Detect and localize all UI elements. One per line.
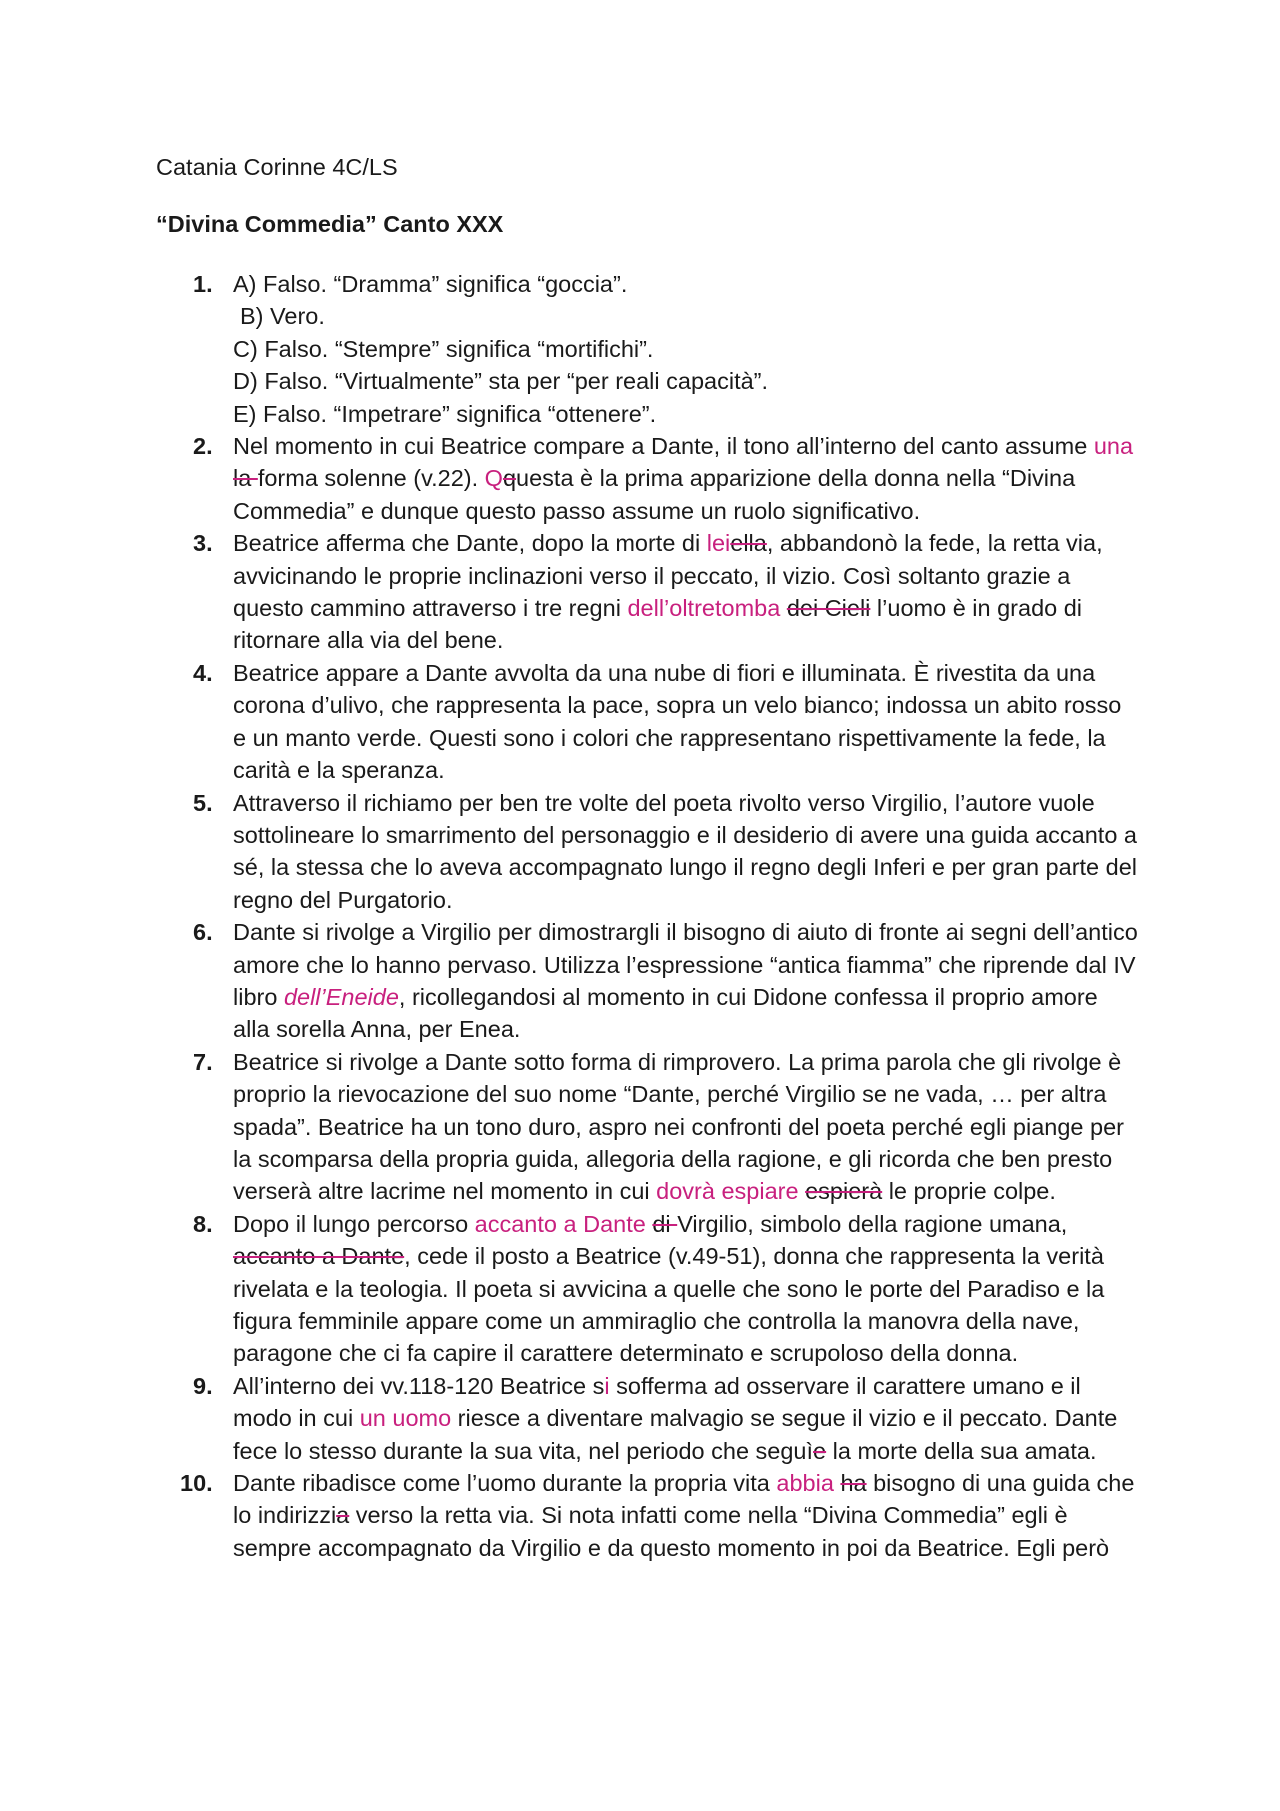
- answer-text: , ricollegandosi al momento in cui Didone confessa il proprio amore alla sorella Anna, per Enea.: [233, 983, 1098, 1043]
- answer-text: Attraverso il richiamo per ben tre volte del poeta rivolto verso Virgilio, l’autore vuole sottolineare lo smarrimento del personaggio e il desiderio di avere una guida accanto a sé, la stessa che lo aveva accompagnato lungo il regno degli Inferi e per gran parte del regno del Purgatorio.: [233, 789, 1138, 913]
- answer-text: uesta è la prima apparizione della donna nella “Divina Commedia” e dunque questo passo assume un ruolo significativo.: [233, 465, 1076, 524]
- answer-text: Beatrice afferma che Dante, dopo la morte di: [233, 530, 707, 557]
- deleted-text: q: [502, 465, 517, 492]
- answer-line: B) Vero.: [240, 303, 325, 330]
- answer-item-10: [0, 1467, 1138, 1564]
- answer-text: Dopo il lungo percorso: [233, 1210, 475, 1237]
- answer-item-1: [0, 268, 1138, 430]
- answer-line: D) Falso. “Virtualmente” sta per “per reali capacità”.: [233, 368, 769, 395]
- answer-number: 1.: [193, 271, 213, 297]
- inserted-text: abbia: [776, 1470, 841, 1497]
- inserted-text: lei: [706, 530, 731, 557]
- answer-number: 7.: [193, 1048, 213, 1075]
- answer-text: Beatrice appare a Dante avvolta da una nube di fiori e illuminata. È rivestita da una corona d’ulivo, che rappresenta la pace, sopra un velo bianco; indossa un abito rosso e un manto verde. Questi sono i colori che rappresentano rispettivamente la fede, la carità e la speranza.: [233, 659, 1122, 784]
- deleted-text: ha: [840, 1470, 867, 1497]
- answer-text: verso la retta via. Si nota infatti come nella “Divina Commedia” egli è sempre accompagnato da Virgilio e da questo momento in poi da Beatrice. Egli però: [233, 1502, 1110, 1561]
- answer-number: 10.: [180, 1470, 213, 1497]
- answer-item-2: [0, 430, 1138, 527]
- inserted-text: accanto a Dante: [474, 1210, 653, 1237]
- answer-text: l’uomo è in grado di ritornare alla via del bene.: [233, 595, 1083, 654]
- deleted-text: di: [652, 1210, 678, 1237]
- deleted-text: ella: [730, 530, 767, 557]
- document-title: “Divina Commedia” Canto XXX: [156, 211, 504, 237]
- answer-text: forma solenne (v.22).: [257, 465, 485, 492]
- answer-text: Dante ribadisce come l’uomo durante la propria vita: [233, 1470, 777, 1497]
- deleted-text: espierà: [805, 1178, 883, 1205]
- deleted-text: accanto a Dante: [233, 1243, 405, 1270]
- inserted-text: dell’Eneide: [283, 983, 399, 1010]
- answer-number: 5.: [193, 789, 213, 816]
- author-line: Catania Corinne 4C/LS: [156, 154, 398, 180]
- answer-number: 9.: [193, 1372, 213, 1399]
- inserted-text: Q: [484, 465, 503, 492]
- answer-text: , abbandonò la fede, la retta via, avvicinando le proprie inclinazioni verso il peccato, il vizio. Così soltanto grazie a questo cammino attraverso i tre regni: [233, 530, 1103, 622]
- answer-item-7: [0, 1046, 1138, 1208]
- answer-number: 4.: [193, 659, 213, 686]
- answer-text: bisogno di una guida che lo indirizzi: [233, 1470, 1135, 1529]
- answer-text: Dante si rivolge a Virgilio per dimostrargli il bisogno di aiuto di fronte ai segni dell’antico amore che lo hanno pervaso. Utilizza l’espressione “antica fiamma” che riprende dal IV libro: [233, 919, 1138, 1010]
- answer-text: sofferma ad osservare il carattere umano e il modo in cui: [233, 1372, 1081, 1432]
- deleted-text: a: [336, 1502, 350, 1529]
- answer-text: Nel momento in cui Beatrice compare a Dante, il tono all’interno del canto assume: [233, 433, 1094, 460]
- answer-number: 6.: [193, 919, 213, 946]
- answers-list: [0, 268, 1280, 1564]
- inserted-text: una: [1093, 433, 1134, 460]
- answer-item-9: [0, 1370, 1138, 1467]
- inserted-text: dovrà espiare: [656, 1178, 806, 1205]
- deleted-text: la: [233, 465, 258, 492]
- answer-number: 3.: [193, 530, 213, 557]
- deleted-text: dei Cieli: [786, 595, 871, 622]
- answer-text: riesce a diventare malvagio se segue il vizio e il peccato. Dante fece lo stesso durante la sua vita, nel periodo che seguì: [233, 1405, 1118, 1464]
- answer-item-4: [0, 657, 1138, 787]
- answer-item-3: [0, 527, 1138, 657]
- deleted-text: e: [813, 1437, 827, 1464]
- inserted-text: un uomo: [359, 1405, 452, 1432]
- inserted-text: i: [604, 1372, 610, 1399]
- inserted-text: dell’oltretomba: [627, 595, 787, 622]
- answer-number: 2.: [193, 433, 213, 460]
- answer-text: , cede il posto a Beatrice (v.49-51), donna che rappresenta la verità rivelata e la teologia. Il poeta si avvicina a quelle che sono le porte del Paradiso e la figura femminile appare come un ammiraglio che controlla la manovra della nave, paragone che ci fa capire il carattere determinato e scrupoloso della donna.: [233, 1243, 1105, 1367]
- answer-item-5: [0, 787, 1138, 917]
- answer-text: le proprie colpe.: [882, 1178, 1056, 1205]
- answer-text: la morte della sua amata.: [826, 1437, 1097, 1464]
- answer-item-6: [0, 916, 1138, 1046]
- answer-line: C) Falso. “Stempre” significa “mortifichi”.: [233, 335, 654, 362]
- answer-item-8: [0, 1208, 1138, 1370]
- answer-line: A) Falso. “Dramma” significa “goccia”.: [233, 271, 628, 297]
- answer-text: All’interno dei vv.118-120 Beatrice s: [233, 1372, 605, 1399]
- answer-number: 8.: [193, 1210, 213, 1237]
- answer-text: Beatrice si rivolge a Dante sotto forma di rimprovero. La prima parola che gli rivolge è proprio la rievocazione del suo nome “Dante, perché Virgilio se ne vada, … per altra spada”. Beatrice ha un tono duro, aspro nei confronti del poeta perché egli piange per la scomparsa della propria guida, allegoria della ragione, e gli ricorda che ben presto verserà altre lacrime nel momento in cui: [233, 1048, 1124, 1205]
- answer-line: E) Falso. “Impetrare” significa “ottenere”.: [233, 400, 657, 427]
- answer-text: Virgilio, simbolo della ragione umana,: [677, 1210, 1068, 1237]
